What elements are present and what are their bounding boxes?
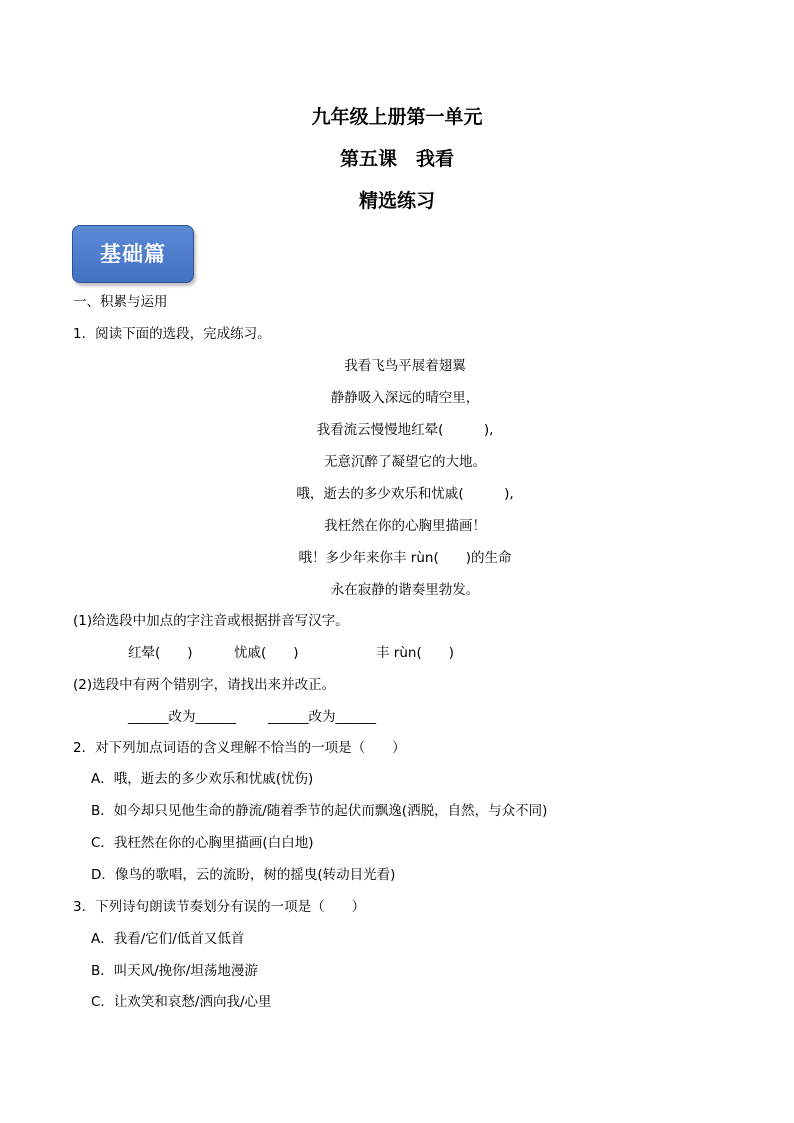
poem-line: 哦，逝去的多少欢乐和忧戚( ),	[296, 486, 514, 502]
sub-question-2-prompt: (2)选段中有两个错别字，请找出来并改正。	[73, 677, 336, 693]
part-heading: 一、积累与运用	[73, 294, 168, 310]
question-2-option[interactable]: B．如今却只见他生命的静流/随着季节的起伏而飘逸(洒脱，自然，与众不同)	[91, 803, 548, 819]
answer-blank-youqi[interactable]: 忧戚( )	[234, 645, 299, 661]
poem-line: 哦！多少年来你丰 rùn( )的生命	[298, 550, 512, 566]
lesson-title: 第五课 我看	[339, 148, 454, 170]
poem-line: 静静吸入深远的晴空里，	[330, 390, 480, 406]
poem-line: 永在寂静的谐奏里勃发。	[330, 582, 480, 598]
poem-line: 我看流云慢慢地红晕( ),	[316, 422, 494, 438]
question-3-option[interactable]: C．让欢笑和哀愁/洒向我/心里	[91, 994, 272, 1010]
section-badge: 基础篇	[72, 225, 194, 283]
question-2-option[interactable]: C．我枉然在你的心胸里描画(白白地)	[91, 835, 314, 851]
question-3-option[interactable]: B．叫天风/挽你/坦荡地漫游	[91, 963, 258, 979]
sub-question-1-prompt: (1)给选段中加点的字注音或根据拼音写汉字。	[73, 613, 349, 629]
answer-blank-honyun[interactable]: 红晕( )	[128, 645, 193, 661]
correction-blank-2[interactable]: ______改为______	[268, 709, 376, 725]
exercise-title: 精选练习	[358, 190, 435, 212]
correction-blank-1[interactable]: ______改为______	[128, 709, 236, 725]
question-2-prompt: 2．对下列加点词语的含义理解不恰当的一项是（ ）	[73, 740, 406, 756]
poem-line: 我看飞鸟平展着翅翼	[344, 358, 466, 374]
poem-line: 我枉然在你的心胸里描画！	[324, 518, 486, 534]
poem-line: 无意沉醉了凝望它的大地。	[324, 454, 486, 470]
question-1-prompt: 1．阅读下面的选段，完成练习。	[73, 326, 271, 342]
question-2-option[interactable]: A．哦，逝去的多少欢乐和忧戚(忧伤)	[91, 771, 314, 787]
answer-blank-run[interactable]: 丰 rùn( )	[376, 645, 454, 661]
question-2-option[interactable]: D．像鸟的歌唱，云的流盼，树的摇曳(转动目光看)	[91, 867, 396, 883]
page-title: 九年级上册第一单元	[311, 106, 483, 128]
question-3-option[interactable]: A．我看/它们/低首又低首	[91, 931, 245, 947]
question-3-prompt: 3．下列诗句朗读节奏划分有误的一项是（ ）	[73, 899, 366, 915]
